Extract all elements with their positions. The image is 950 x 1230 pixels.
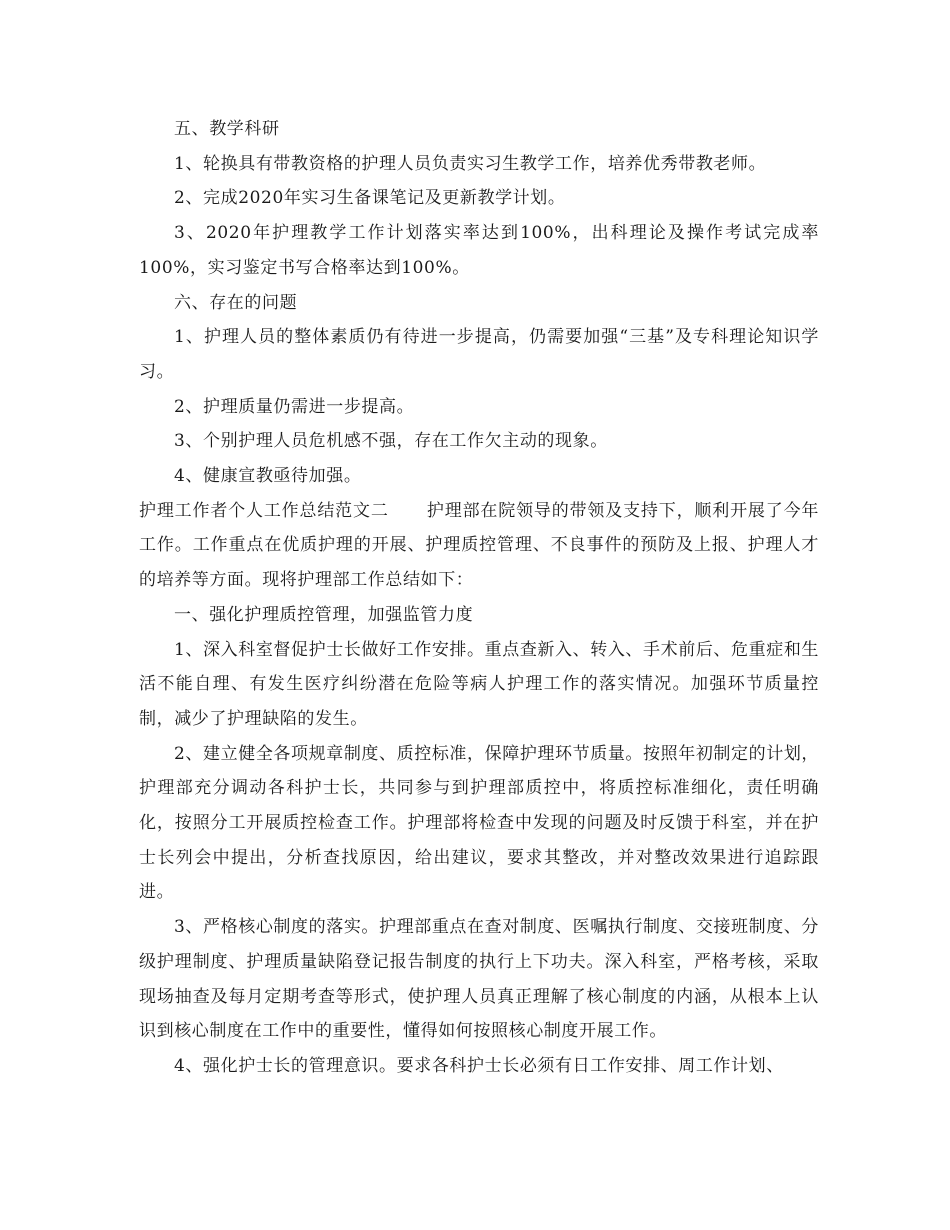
paragraph: 1、轮换具有带教资格的护理人员负责实习生教学工作，培养优秀带教老师。	[174, 153, 767, 174]
paragraph: 2、护理质量仍需进一步提高。	[174, 396, 415, 417]
paragraph: 4、健康宣教亟待加强。	[174, 466, 362, 487]
heading-teaching-research: 五、教学科研	[174, 119, 280, 139]
paragraph: 2、建立健全各项规章制度、质控标准，保障护理环节质量。按照年初制定的计划，护理部充分调动各科护士长，共同参与到护理部质控中，将质控标准细化，责任明确化，按照分工开展质控检查工作。护理部将检查中发现的问题及时反馈于科室，并在护士长列会中提出，分析查找原因，给出建议，要求其整改，并对整改效果进行追踪跟进。	[139, 743, 820, 903]
section-heading: 护理工作者个人工作总结范文二	[139, 500, 389, 521]
heading-existing-problems: 六、存在的问题	[174, 292, 298, 313]
paragraph: 3、严格核心制度的落实。护理部重点在查对制度、医嘱执行制度、交接班制度、分级护理制度、护理质量缺陷登记报告制度的执行上下功夫。深入科室，严格考核，采取现场抽查及每月定期考查等形式，使护理人员真正理解了核心制度的内涵，从根本上认识到核心制度在工作中的重要性，懂得如何按照核心制度开展工作。	[139, 917, 820, 1042]
paragraph: 2、完成2020年实习生备课笔记及更新教学计划。	[174, 188, 566, 209]
heading-quality-control: 一、强化护理质控管理，加强监管力度	[174, 604, 474, 625]
paragraph: 1、深入科室督促护士长做好工作安排。重点查新入、转入、手术前后、危重症和生活不能自理、有发生医疗纠纷潜在危险等病人护理工作的落实情况。加强环节质量控制，减少了护理缺陷的发生。	[139, 639, 820, 729]
document-body	[139, 112, 819, 1084]
paragraph: 4、强化护士长的管理意识。要求各科护士长必须有日工作安排、周工作计划、	[174, 1055, 784, 1076]
paragraph: 3、个别护理人员危机感不强，存在工作欠主动的现象。	[174, 431, 608, 452]
paragraph: 3、2020年护理教学工作计划落实率达到100%，出科理论及操作考试完成率100%，实习鉴定书写合格率达到100%。	[139, 223, 819, 278]
section-intro-text: 护理部在院领导的带领及支持下，顺利开展了今年工作。工作重点在优质护理的开展、护理质控管理、不良事件的预防及上报、护理人才的培养等方面。现将护理部工作总结如下：	[139, 500, 819, 591]
paragraph: 1、护理人员的整体素质仍有待进一步提高，仍需要加强“三基”及专科理论知识学习。	[139, 327, 819, 382]
section-intro-paragraph	[139, 494, 819, 598]
